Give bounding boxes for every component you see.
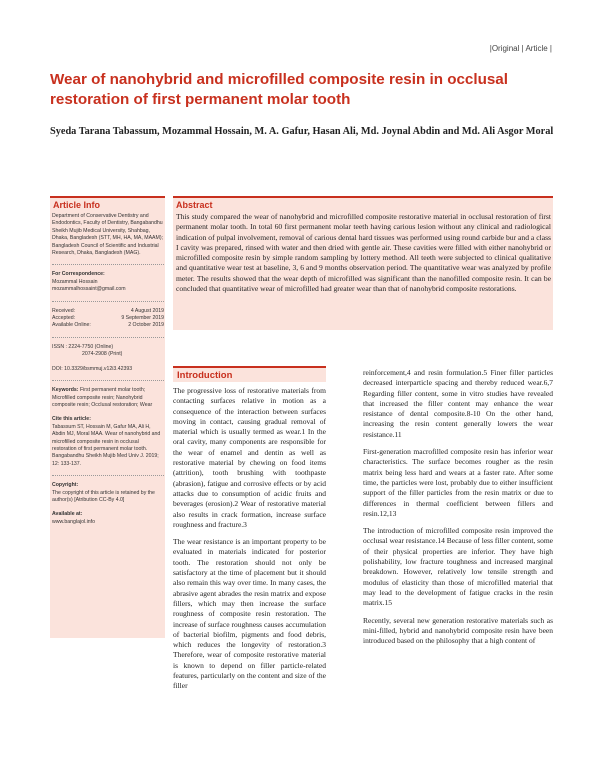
issn-online: ISSN : 2224-7750 (Online) [52, 343, 114, 350]
body-column-right [363, 368, 553, 653]
article-type-tag: |Original | Article | [489, 44, 552, 53]
affiliation: Department of Conservative Dentistry and Endodontics, Faculty of Dentistry, Bangabandhu Sheikh Mujib Medical University, Shahbag, Dhaka, Bangladesh (STT, MH, HA, MA, MAAM); Bangladesh Council of Scientific and Industrial Research, Dhaka, Bangladesh (MAG). [52, 213, 163, 257]
correspondence-email[interactable]: mozammalhossaint@gmail.com [52, 286, 126, 293]
available-label: Available at: [52, 511, 83, 518]
article-info-heading: Article Info [50, 196, 165, 210]
copyright-block [52, 482, 164, 504]
paragraph: First-generation macrofilled composite resin has inferior wear characteristics. The surface becomes rougher as the resin matrix being less hard and wears at a faster rate. After some time, the particles were lost, probably due to either insufficient support of the filler particles from the resin matrix or due to differences in thermal coefficient between fillers and resin.12,13 [363, 447, 553, 518]
paragraph: Recently, several new generation restorative materials such as mini-filled, hybrid and nanohybrid composite resin have been introduced based on the philosophy that a high content of [363, 615, 553, 646]
keywords-block [52, 387, 164, 409]
body-column-left [173, 386, 326, 699]
divider [52, 301, 164, 302]
article-title: Wear of nanohybrid and microfilled composite resin in occlusal restoration of first permanent molar tooth [50, 71, 508, 108]
doi[interactable]: DOI: 10.3329/bsmmuj.v12i3.42393 [52, 365, 133, 372]
paragraph: The introduction of microfilled composite resin improved the occlusal wear resistance.14 Because of less filler content, some of their physical properties are inferior. They have high polishability, low fracture toughness and increased marginal breakdown. However, relatively low tensile strength and modulus of elasticity than those of microfilled material that may lead to the development of fatigue cracks in the resin matrix.15 [363, 526, 553, 608]
divider [52, 475, 164, 476]
copyright-text: The copyright of this article is retained by the author(s) [Atribution CC-By 4.0] [52, 489, 155, 503]
keywords-text: First permanent molar tooth; Microfilled composite resin; Nanohybrid composite resin; Occlusal restoration; Wear [52, 387, 153, 408]
correspondence-label: For Correspondence: [52, 271, 105, 278]
cite-label: Cite this article: [52, 416, 91, 423]
paragraph: The wear resistance is an important property to be evaluated in materials indicated for posterior tooth. The restoration should not only be satisfactory at the time of placement but it should also remain this way over time. In many cases, the abrasive agent abrades the resin matrix and expose fillers, which may then increase the surface roughness of composite resin restoration. The increase of surface roughness causes accumulation of bacterial biofilm, pigments and food debris, which reduces the longevity of restoration.3 Therefore, wear of composite restorative material is known to depend on filler particle-related features, particularly on the content and size of the filler [173, 537, 326, 691]
date-row: Received: 4 August 2019 [52, 307, 164, 314]
available-link[interactable]: www.banglajol.info [52, 518, 95, 525]
cite-block [52, 416, 164, 468]
divider [52, 264, 164, 265]
abstract-text: This study compared the wear of nanohybrid and microfilled composite restorative material in occlusal restoration of first permanent molar tooth. In total 60 first permanent molar teeth having carious lesion without any clinical and radiological indication of pulpal involvement, removal of carious dental hard tissues was performed using round carbide bur and a class I cavity was prepared, rinsed with water and then dried with gentle air. These cavities were filled with either nanohybrid or microfilled composite resin by simple random sampling by lottery method. All teeth were subjected to clinical qualitative and quantitative wear test at baseline, 3, 6 and 9 months observation period. The quantitative wear was analyzed by profile meter. The results showed that the wear depth of microfilled was significant than the nanofilled composite resin. It can be concluded that quantitative wear of microfilled had greater wear than that of nanohybrid composite restorations. [176, 212, 551, 294]
divider [52, 337, 164, 338]
correspondence-name: Mozammal Hossain [52, 278, 98, 285]
keywords-label: Keywords: [52, 387, 79, 394]
paragraph: The progressive loss of restorative materials from contacting surfaces relative in motion as a consequence of the interaction between surfaces moving in contact, causing gradual removal of material which is usually termed as wear.1 In the oral cavity, many components are responsible for the wear of enamel and dentin as well as restorative material by chewing on food items (attrition), tooth brushing with toothpaste (abrasion), fatigue and corrosive effects or by acid attacks due to consumption of acidic fruits and beverages (erosion).2 Wear of restorative material also results in crack formation, increase surface roughness and fracture.3 [173, 386, 326, 529]
cite-text: Tabassum ST, Hossain M, Gafur MA, Ali H, Abdin MJ, Moral MAA. Wear of nanohybrid and microfilled composite resin in occlusal restoration of first permanent molar tooth. Bangabandhu Sheikh Mujib Med Univ J. 2019; 12: 133-137. [52, 423, 161, 467]
paragraph: reinforcement,4 and resin formulation.5 Finer filler particles decreased interparticle spacing and thereby reduced wear.6,7 Regarding filler content, some in vitro studies have revealed that increased the filler content may enhance the wear resistance of dental composite.8-10 On the other hand, increasing the resin content generally lowers the wear resistance.11 [363, 368, 553, 439]
date-row: Accepted: 9 September 2019 [52, 315, 164, 322]
author-list: Syeda Tarana Tabassum, Mozammal Hossain, M. A. Gafur, Hasan Ali, Md. Joynal Abdin and Md. Ali Asgor Moral [50, 126, 554, 137]
article-info-content [52, 213, 164, 533]
available-block [52, 511, 164, 526]
dates-block [52, 308, 164, 330]
issn-block [52, 344, 164, 359]
issn-print: 2074-2908 (Print) [82, 351, 123, 358]
copyright-label: Copyright: [52, 482, 79, 489]
introduction-heading: Introduction [173, 366, 326, 382]
divider [52, 380, 164, 381]
abstract-heading: Abstract [173, 196, 553, 210]
date-row: Available Online: 2 October 2019 [52, 322, 164, 329]
